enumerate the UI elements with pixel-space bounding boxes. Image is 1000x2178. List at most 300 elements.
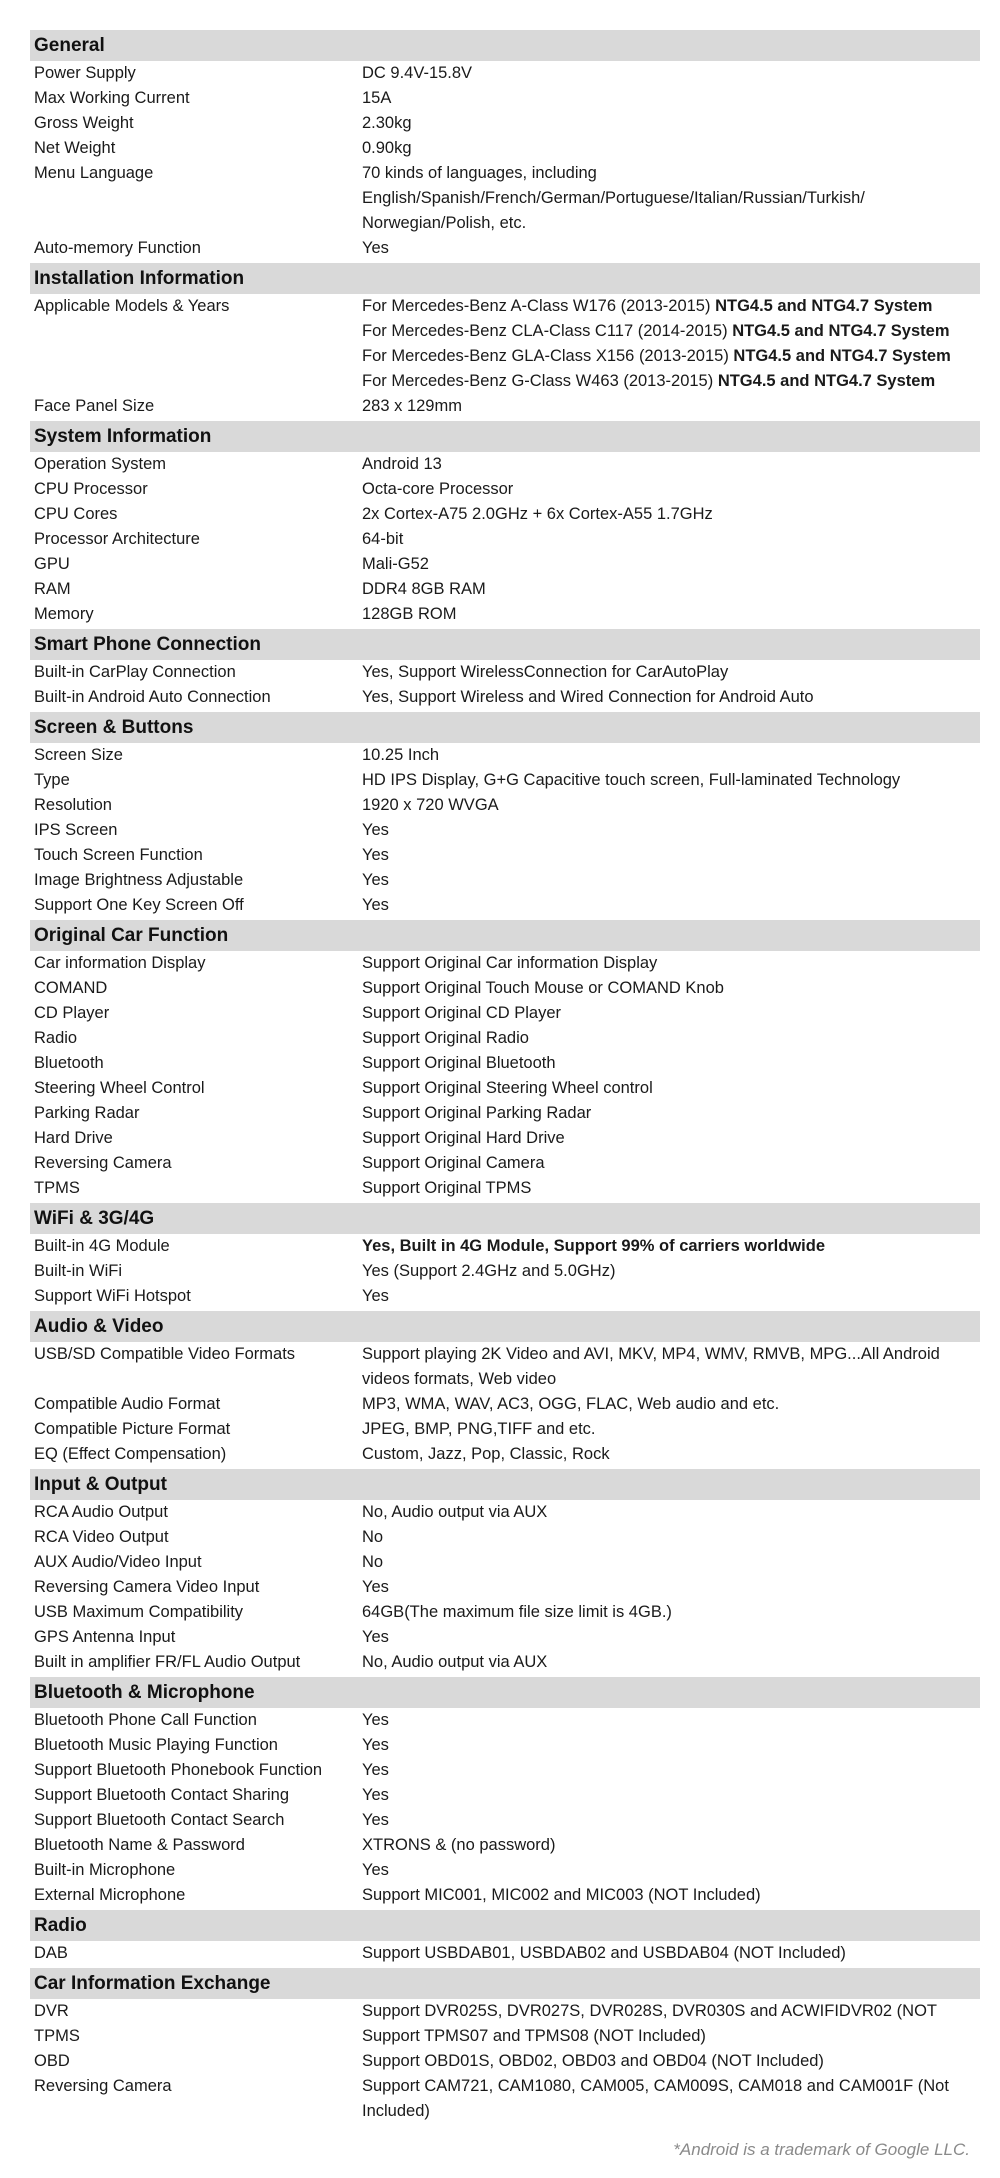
spec-value (362, 660, 980, 685)
spec-value (362, 1650, 980, 1675)
spec-value-text: Support MIC001, MIC002 and MIC003 (NOT Included) (362, 1886, 761, 1904)
spec-value-line (362, 1051, 976, 1076)
spec-value (362, 61, 980, 86)
spec-row (30, 294, 980, 394)
spec-row (30, 1650, 980, 1675)
section-heading: Screen & Buttons (30, 712, 980, 743)
spec-label: Power Supply (34, 64, 136, 82)
spec-value (362, 111, 980, 136)
spec-value-line (362, 793, 976, 818)
spec-label: Support WiFi Hotspot (34, 1287, 191, 1305)
spec-value-text: For Mercedes-Benz GLA-Class X156 (2013-2015) (362, 347, 734, 365)
spec-row (30, 477, 980, 502)
spec-value-text: Support TPMS07 and TPMS08 (NOT Included) (362, 2027, 706, 2045)
spec-row (30, 2049, 980, 2074)
spec-value-line (362, 1026, 976, 1051)
spec-value-text: Support DVR025S, DVR027S, DVR028S, DVR030S and ACWIFIDVR02 (NOT (362, 2002, 937, 2020)
spec-section (30, 920, 980, 1201)
spec-value-line (362, 1733, 976, 1758)
spec-section (30, 1311, 980, 1467)
spec-value-line (362, 1001, 976, 1026)
spec-value-text: Octa-core Processor (362, 480, 514, 498)
spec-label: RCA Audio Output (34, 1503, 168, 1521)
spec-value-line (362, 976, 976, 1001)
spec-value-line (362, 2074, 976, 2099)
spec-value (362, 502, 980, 527)
spec-value-text: Android 13 (362, 455, 442, 473)
spec-value-text: Yes (362, 1287, 389, 1305)
spec-value-text: 64GB(The maximum file size limit is 4GB.) (362, 1603, 672, 1621)
section-heading: Car Information Exchange (30, 1968, 980, 1999)
spec-row (30, 1600, 980, 1625)
spec-value-text: Yes (362, 1811, 389, 1829)
spec-row (30, 1176, 980, 1201)
spec-label: OBD (34, 2052, 70, 2070)
spec-value-line (362, 685, 976, 710)
spec-value-line (362, 1284, 976, 1309)
spec-value-text: Support Original Radio (362, 1029, 529, 1047)
section-heading: Input & Output (30, 1469, 980, 1500)
spec-value-text: Yes (362, 1628, 389, 1646)
spec-value-text: 70 kinds of languages, including (362, 164, 597, 182)
spec-value-text: Yes (362, 846, 389, 864)
spec-value-line (362, 1575, 976, 1600)
spec-value-text: Custom, Jazz, Pop, Classic, Rock (362, 1445, 610, 1463)
spec-row (30, 1525, 980, 1550)
spec-value-line (362, 552, 976, 577)
spec-row (30, 1101, 980, 1126)
spec-section (30, 1910, 980, 1966)
spec-value (362, 893, 980, 918)
spec-value (362, 1151, 980, 1176)
spec-label: Parking Radar (34, 1104, 140, 1122)
spec-label: Built-in Microphone (34, 1861, 176, 1879)
spec-label: CPU Cores (34, 505, 118, 523)
spec-value-line (362, 1367, 976, 1392)
spec-label: Support Bluetooth Contact Search (34, 1811, 285, 1829)
spec-section (30, 1677, 980, 1908)
spec-value-text: Support Original Camera (362, 1154, 545, 1172)
spec-value-line (362, 2099, 976, 2124)
spec-label: Type (34, 771, 70, 789)
spec-value (362, 1234, 980, 1259)
spec-label: CD Player (34, 1004, 110, 1022)
spec-label: Reversing Camera Video Input (34, 1578, 260, 1596)
spec-row (30, 1151, 980, 1176)
spec-row (30, 136, 980, 161)
spec-value-line (362, 868, 976, 893)
spec-value-line (362, 1076, 976, 1101)
spec-label: Built in amplifier FR/FL Audio Output (34, 1653, 301, 1671)
spec-row (30, 1284, 980, 1309)
spec-label: Radio (34, 1029, 78, 1047)
spec-row (30, 1001, 980, 1026)
spec-row (30, 843, 980, 868)
spec-label: Bluetooth Music Playing Function (34, 1736, 278, 1754)
spec-value (362, 1051, 980, 1076)
spec-label: Applicable Models & Years (34, 297, 230, 315)
spec-value (362, 602, 980, 627)
spec-value-line (362, 394, 976, 419)
spec-value (362, 1758, 980, 1783)
spec-row (30, 577, 980, 602)
spec-row (30, 61, 980, 86)
spec-row (30, 602, 980, 627)
spec-value (362, 394, 980, 419)
spec-value-line (362, 1176, 976, 1201)
spec-value (362, 1708, 980, 1733)
spec-section (30, 1469, 980, 1675)
spec-value-line (362, 2049, 976, 2074)
spec-value-line (362, 2024, 976, 2049)
spec-value-text: Yes (362, 1786, 389, 1804)
spec-row (30, 1883, 980, 1908)
spec-value (362, 1500, 980, 1525)
spec-value (362, 1026, 980, 1051)
spec-value-line (362, 1259, 976, 1284)
spec-value-line (362, 111, 976, 136)
spec-value-text: Support Original Car information Display (362, 954, 658, 972)
spec-value-text: Support CAM721, CAM1080, CAM005, CAM009S, CAM018 and CAM001F (Not (362, 2077, 949, 2095)
spec-row (30, 2074, 980, 2124)
spec-value (362, 1284, 980, 1309)
spec-value-line (362, 1650, 976, 1675)
spec-value (362, 868, 980, 893)
spec-value (362, 1076, 980, 1101)
spec-label: GPU (34, 555, 70, 573)
spec-value (362, 1392, 980, 1417)
spec-row (30, 1342, 980, 1392)
spec-label: Reversing Camera (34, 1154, 172, 1172)
spec-value-line (362, 1417, 976, 1442)
spec-section (30, 1968, 980, 2124)
spec-row (30, 743, 980, 768)
spec-row (30, 1392, 980, 1417)
spec-value-line (362, 1858, 976, 1883)
spec-value-line (362, 1758, 976, 1783)
spec-value-text: For Mercedes-Benz A-Class W176 (2013-2015) (362, 297, 716, 315)
spec-value-line (362, 1708, 976, 1733)
spec-row (30, 793, 980, 818)
spec-value (362, 236, 980, 261)
spec-value-line (362, 1151, 976, 1176)
spec-value (362, 1176, 980, 1201)
spec-label: Support One Key Screen Off (34, 896, 244, 914)
spec-value (362, 1101, 980, 1126)
spec-label: EQ (Effect Compensation) (34, 1445, 227, 1463)
spec-value-line (362, 211, 976, 236)
spec-row (30, 660, 980, 685)
spec-value-line (362, 294, 976, 319)
spec-value-text: 283 x 129mm (362, 397, 462, 415)
spec-value (362, 1342, 980, 1392)
spec-label: RCA Video Output (34, 1528, 169, 1546)
spec-value-line (362, 1101, 976, 1126)
spec-value-line (362, 452, 976, 477)
spec-section (30, 30, 980, 261)
spec-row (30, 86, 980, 111)
spec-value-text: For Mercedes-Benz G-Class W463 (2013-2015) (362, 372, 718, 390)
spec-value-text: No, Audio output via AUX (362, 1653, 548, 1671)
spec-value-text: Yes (362, 821, 389, 839)
spec-value-text: Support Original Parking Radar (362, 1104, 592, 1122)
spec-row (30, 976, 980, 1001)
spec-value-text: Yes (362, 1861, 389, 1879)
spec-value-text: 128GB ROM (362, 605, 457, 623)
spec-row (30, 394, 980, 419)
spec-value (362, 1883, 980, 1908)
spec-value (362, 818, 980, 843)
spec-value (362, 161, 980, 236)
spec-label: Touch Screen Function (34, 846, 203, 864)
spec-value-text: Support Original TPMS (362, 1179, 532, 1197)
spec-label: USB/SD Compatible Video Formats (34, 1345, 296, 1363)
spec-label: Compatible Picture Format (34, 1420, 231, 1438)
spec-row (30, 527, 980, 552)
spec-sheet (30, 28, 980, 2124)
spec-label: Face Panel Size (34, 397, 155, 415)
spec-value-text: For Mercedes-Benz CLA-Class C117 (2014-2015) (362, 322, 733, 340)
spec-row (30, 452, 980, 477)
spec-value-text: No, Audio output via AUX (362, 1503, 548, 1521)
spec-value (362, 1941, 980, 1966)
spec-row (30, 1417, 980, 1442)
spec-value (362, 1575, 980, 1600)
section-heading: Original Car Function (30, 920, 980, 951)
spec-value-text: English/Spanish/French/German/Portuguese/Italian/Russian/Turkish/ (362, 189, 865, 207)
spec-value (362, 294, 980, 394)
spec-label: Hard Drive (34, 1129, 113, 1147)
spec-value (362, 951, 980, 976)
spec-value-line (362, 502, 976, 527)
spec-value-line (362, 344, 976, 369)
spec-value-text: videos formats, Web video (362, 1370, 557, 1388)
spec-value-line (362, 1342, 976, 1367)
spec-value-text: Yes, Support WirelessConnection for CarAutoPlay (362, 663, 729, 681)
spec-value-text: No (362, 1553, 384, 1571)
spec-row (30, 1999, 980, 2024)
spec-label: Bluetooth Name & Password (34, 1836, 245, 1854)
spec-row (30, 1026, 980, 1051)
spec-value-text: Yes, Support Wireless and Wired Connection for Android Auto (362, 688, 814, 706)
spec-label: Bluetooth Phone Call Function (34, 1711, 257, 1729)
spec-row (30, 1733, 980, 1758)
section-heading: Bluetooth & Microphone (30, 1677, 980, 1708)
spec-value-line (362, 1883, 976, 1908)
spec-row (30, 1941, 980, 1966)
spec-section (30, 421, 980, 627)
spec-value-line (362, 527, 976, 552)
spec-value-line (362, 1126, 976, 1151)
spec-value-line (362, 743, 976, 768)
spec-value (362, 976, 980, 1001)
spec-value-line (362, 1500, 976, 1525)
spec-value-text: Norwegian/Polish, etc. (362, 214, 527, 232)
spec-label: USB Maximum Compatibility (34, 1603, 244, 1621)
spec-value-text: Support OBD01S, OBD02, OBD03 and OBD04 (NOT Included) (362, 2052, 824, 2070)
spec-value (362, 793, 980, 818)
spec-value-text: Support Original CD Player (362, 1004, 561, 1022)
spec-value-text: 15A (362, 89, 392, 107)
spec-value-line (362, 1525, 976, 1550)
section-heading: Radio (30, 1910, 980, 1941)
spec-value-line (362, 660, 976, 685)
spec-value-text: 1920 x 720 WVGA (362, 796, 499, 814)
spec-value (362, 1001, 980, 1026)
spec-label: Built-in CarPlay Connection (34, 663, 236, 681)
spec-section (30, 712, 980, 918)
spec-value-line (362, 1600, 976, 1625)
spec-row (30, 2024, 980, 2049)
spec-value-emphasis: NTG4.5 and NTG4.7 System (715, 297, 933, 315)
spec-value (362, 768, 980, 793)
spec-row (30, 1783, 980, 1808)
spec-value-line (362, 1941, 976, 1966)
spec-value (362, 2049, 980, 2074)
spec-value (362, 1625, 980, 1650)
spec-label: Processor Architecture (34, 530, 200, 548)
spec-value-text: Support playing 2K Video and AVI, MKV, MP4, WMV, RMVB, MPG...All Android (362, 1345, 940, 1363)
section-heading: General (30, 30, 980, 61)
spec-value (362, 743, 980, 768)
spec-value (362, 86, 980, 111)
spec-row (30, 1758, 980, 1783)
spec-label: COMAND (34, 979, 108, 997)
spec-value-text: 10.25 Inch (362, 746, 440, 764)
spec-label: Built-in WiFi (34, 1262, 123, 1280)
spec-row (30, 1126, 980, 1151)
spec-label: Max Working Current (34, 89, 190, 107)
spec-label: Operation System (34, 455, 167, 473)
spec-value (362, 452, 980, 477)
spec-value (362, 1858, 980, 1883)
spec-row (30, 1500, 980, 1525)
spec-value-line (362, 186, 976, 211)
spec-value-text: Yes (362, 896, 389, 914)
spec-value-text: 64-bit (362, 530, 404, 548)
spec-row (30, 1442, 980, 1467)
section-heading: WiFi & 3G/4G (30, 1203, 980, 1234)
spec-value (362, 1417, 980, 1442)
spec-value (362, 1442, 980, 1467)
spec-label: Screen Size (34, 746, 123, 764)
trademark-footnote: *Android is a trademark of Google LLC. (673, 2140, 970, 2159)
spec-value-emphasis: NTG4.5 and NTG4.7 System (717, 372, 936, 390)
spec-value (362, 477, 980, 502)
spec-value-text: Support Original Steering Wheel control (362, 1079, 653, 1097)
spec-section (30, 629, 980, 710)
spec-value (362, 1999, 980, 2024)
section-heading: Smart Phone Connection (30, 629, 980, 660)
spec-label: TPMS (34, 1179, 80, 1197)
spec-row (30, 1808, 980, 1833)
spec-value-line (362, 61, 976, 86)
spec-row (30, 1550, 980, 1575)
spec-row (30, 893, 980, 918)
spec-value (362, 552, 980, 577)
spec-value-line (362, 319, 976, 344)
spec-value-text: Support Original Hard Drive (362, 1129, 565, 1147)
spec-row (30, 502, 980, 527)
spec-value (362, 1550, 980, 1575)
spec-value (362, 136, 980, 161)
spec-value-text: Yes (362, 1711, 389, 1729)
spec-value-line (362, 577, 976, 602)
spec-value-line (362, 1550, 976, 1575)
spec-label: RAM (34, 580, 71, 598)
spec-value-line (362, 893, 976, 918)
spec-label: Memory (34, 605, 94, 623)
spec-row (30, 951, 980, 976)
spec-label: Car information Display (34, 954, 206, 972)
spec-row (30, 1833, 980, 1858)
spec-row (30, 111, 980, 136)
spec-label: Support Bluetooth Contact Sharing (34, 1786, 290, 1804)
section-heading: Audio & Video (30, 1311, 980, 1342)
spec-label: Built-in Android Auto Connection (34, 688, 271, 706)
spec-value-text: Yes (362, 239, 389, 257)
spec-row (30, 1259, 980, 1284)
section-heading: System Information (30, 421, 980, 452)
spec-row (30, 818, 980, 843)
spec-value-line (362, 818, 976, 843)
spec-label: DAB (34, 1944, 68, 1962)
spec-value-text: DC 9.4V-15.8V (362, 64, 473, 82)
spec-row (30, 1575, 980, 1600)
spec-label: Support Bluetooth Phonebook Function (34, 1761, 323, 1779)
spec-value-text: Support Original Bluetooth (362, 1054, 556, 1072)
spec-value-text: JPEG, BMP, PNG,TIFF and etc. (362, 1420, 596, 1438)
spec-row (30, 1625, 980, 1650)
spec-value-text: 0.90kg (362, 139, 412, 157)
spec-label: Compatible Audio Format (34, 1395, 221, 1413)
spec-label: Bluetooth (34, 1054, 104, 1072)
spec-value-text: 2.30kg (362, 114, 412, 132)
spec-row (30, 768, 980, 793)
spec-section (30, 1203, 980, 1309)
spec-row (30, 1076, 980, 1101)
spec-label: External Microphone (34, 1886, 186, 1904)
spec-value-text: Yes (362, 1761, 389, 1779)
spec-label: Auto-memory Function (34, 239, 201, 257)
spec-label: Resolution (34, 796, 112, 814)
spec-value-line (362, 1833, 976, 1858)
spec-value-line (362, 369, 976, 394)
spec-label: TPMS (34, 2027, 80, 2045)
spec-value-line (362, 951, 976, 976)
spec-value-text: Mali-G52 (362, 555, 429, 573)
spec-row (30, 552, 980, 577)
spec-row (30, 868, 980, 893)
spec-label: DVR (34, 2002, 69, 2020)
spec-value (362, 2074, 980, 2124)
spec-value (362, 1259, 980, 1284)
spec-value (362, 1783, 980, 1808)
spec-value-text: No (362, 1528, 384, 1546)
spec-value-text: 2x Cortex-A75 2.0GHz + 6x Cortex-A55 1.7GHz (362, 505, 713, 523)
spec-value-text: Yes (Support 2.4GHz and 5.0GHz) (362, 1262, 616, 1280)
spec-value-line (362, 843, 976, 868)
spec-value-emphasis: NTG4.5 and NTG4.7 System (732, 322, 950, 340)
spec-value-line (362, 136, 976, 161)
spec-row (30, 236, 980, 261)
spec-value-line (362, 477, 976, 502)
spec-value-text: DDR4 8GB RAM (362, 580, 486, 598)
spec-value-text: Yes (362, 871, 389, 889)
spec-label: Steering Wheel Control (34, 1079, 205, 1097)
spec-value (362, 1600, 980, 1625)
spec-value-line (362, 86, 976, 111)
